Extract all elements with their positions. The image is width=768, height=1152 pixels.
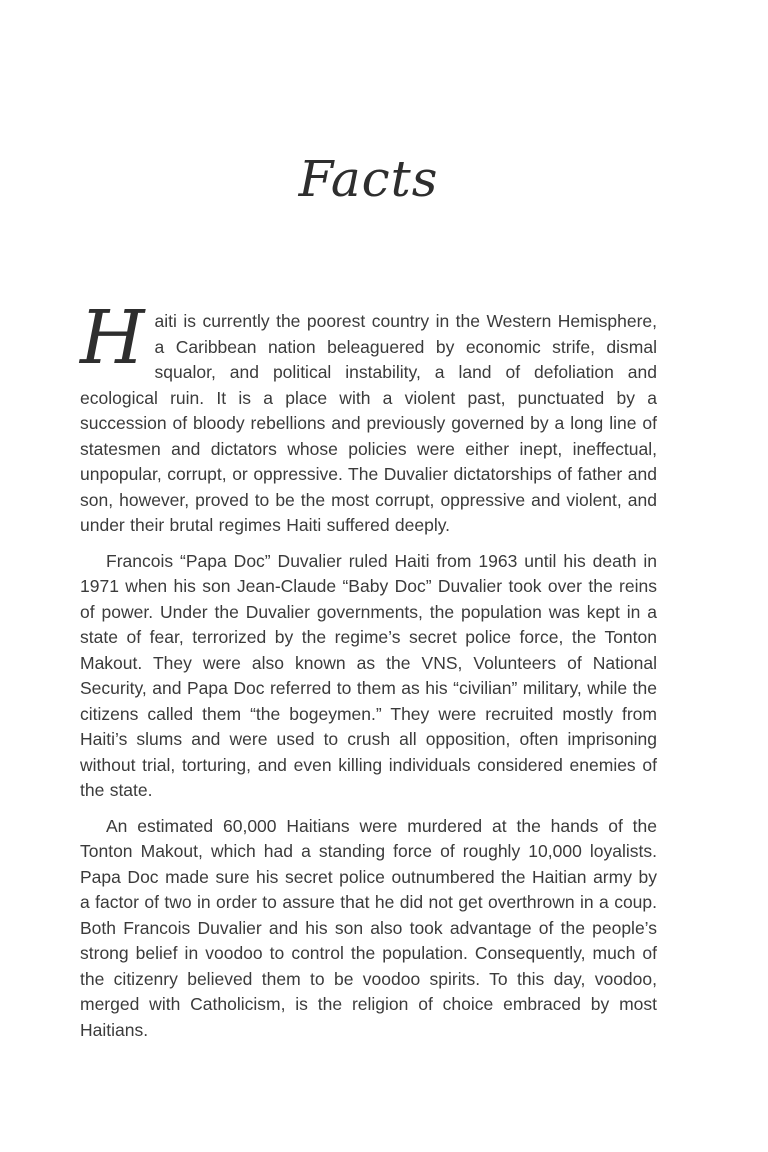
paragraph-1-text: aiti is currently the poorest country in the Western Hemisphere, a Caribbean nation beleaguered by economic strife, dismal squalor, and political instability, a land of defoliation and ecological ruin. It is a place with a violent past, punctuated by a succession of bloody rebellions and previously governed by a long line of statesmen and dictators whose policies were either inept, ineffectual, unpopular, corrupt, or oppressive. The Duvalier dictatorships of father and son, however, proved to be the most corrupt, oppressive and violent, and under their brutal regimes Haiti suffered deeply. xyxy=(80,311,657,535)
paragraph-2: Francois “Papa Doc” Duvalier ruled Haiti from 1963 until his death in 1971 when his son Jean-Claude “Baby Doc” Duvalier took over the reins of power. Under the Duvalier governments, the population was kept in a state of fear, terrorized by the regime’s secret police force, the Tonton Makout. They were also known as the VNS, Volunteers of National Security, and Papa Doc referred to them as his “civilian” military, while the citizens called them “the bogeymen.” They were recruited mostly from Haiti’s slums and were used to crush all opposition, often imprisoning without trial, torturing, and even killing individuals considered enemies of the state. xyxy=(80,550,657,800)
body-text xyxy=(80,295,657,1043)
paragraph-3: An estimated 60,000 Haitians were murdered at the hands of the Tonton Makout, which had a standing force of roughly 10,000 loyalists. Papa Doc made sure his secret police outnumbered the Haitian army by a factor of two in order to assure that he did not get overthrown in a coup. Both Francois Duvalier and his son also took advantage of the people’s strong belief in voodoo to control the population. Consequently, much of the citizenry believed them to be voodoo spirits. To this day, voodoo, merged with Catholicism, is the religion of choice embraced by most Haitians. xyxy=(80,815,657,1040)
drop-cap: H xyxy=(80,295,145,381)
paragraph-1 xyxy=(80,295,657,539)
page-title: Facts xyxy=(298,150,439,208)
text-column xyxy=(80,148,657,1043)
